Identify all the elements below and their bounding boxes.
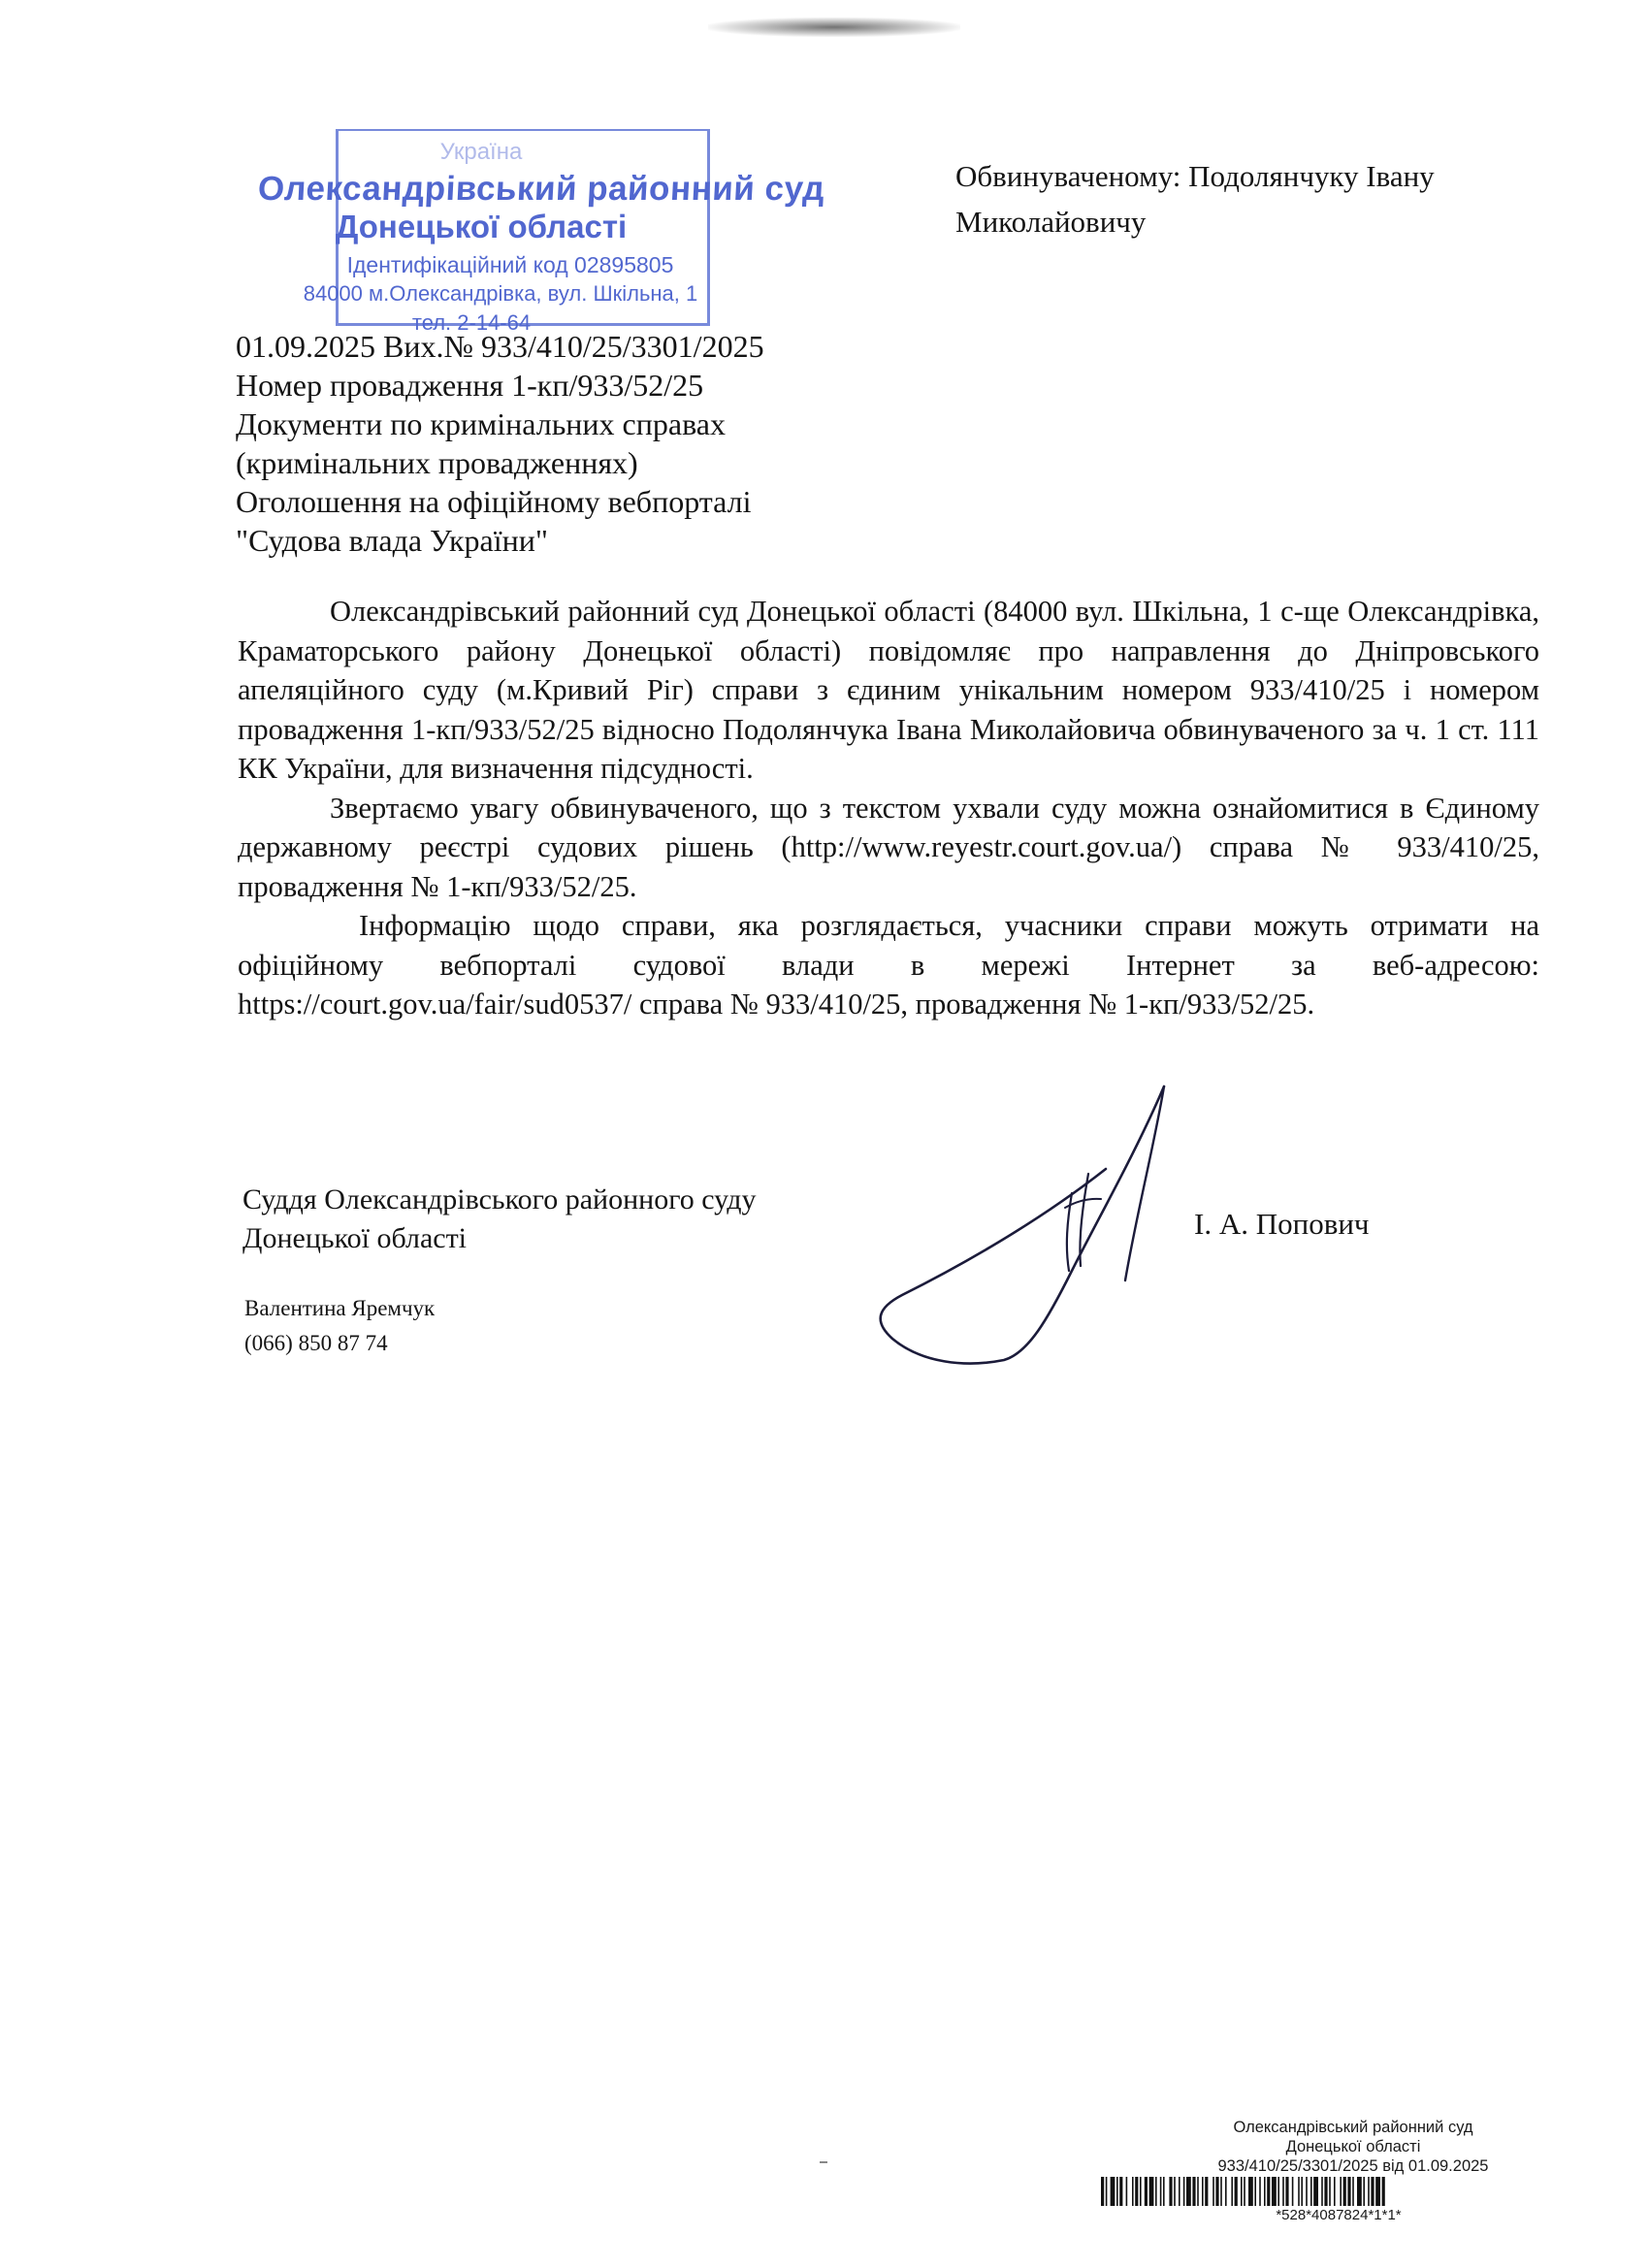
barcode-bar [1197,2177,1199,2206]
barcode-bar [1277,2177,1279,2206]
paragraph-2: Звертаємо увагу обвинуваченого, що з текстом ухвали суду можна ознайомитися в Єдиному державному реєстрі судових рішень (http://www.reyestr.court.gov.ua/) справа № 933/410/25, провадження № 1-кп/933/52/25. [238,791,1539,903]
barcode [1101,2177,1518,2206]
barcode-bar [1310,2177,1312,2206]
stamp-region: Донецької області [335,209,628,244]
barcode-bar [1371,2177,1374,2206]
scan-artifact [708,17,960,37]
registration-number: 933/410/25/3301/2025 від 01.09.2025 [1217,2157,1489,2175]
stamp-court-name: Олександрівський районний суд [257,170,826,208]
proceeding-number: Номер провадження 1-кп/933/52/25 [236,368,704,403]
stamp-country: Україна [439,139,523,165]
barcode-bar [1324,2177,1327,2206]
barcode-bar [1368,2177,1370,2206]
barcode-bar [1264,2177,1266,2206]
barcode-bar [1106,2177,1108,2206]
barcode-bar [1244,2177,1245,2206]
paragraph-1: Олександрівський районний суд Донецької області (84000 вул. Шкільна, 1 с-ще Олександрівка, Краматорського району Донецької області) повідомляє про направлення до Дніпровського апеляційного суду (м.Кривий Ріг) справи з єдиним унікальним номером 933/410/25 і номером провадження 1-кп/933/52/25 відносно Подолянчука Івана Миколайовича обвинуваченого за ч. 1 ст. 111 КК України, для визначення підсудності. [238,595,1539,785]
barcode-bar [1101,2177,1104,2206]
barcode-bar [1126,2177,1128,2206]
barcode-bar [1267,2177,1270,2206]
judge-title-line-2: Донецької області [242,1222,468,1254]
barcode-bar [1334,2177,1336,2206]
judge-name: І. А. Попович [1194,1207,1370,1241]
barcode-bar [1329,2177,1331,2206]
barcode-bar [1282,2177,1284,2206]
document-header [236,327,915,560]
category-line-2: (кримінальних провадженнях) [236,445,638,480]
notice-body [238,592,1539,1024]
registration-block [1086,2118,1620,2176]
barcode-bar [1160,2177,1162,2206]
executor [244,1291,435,1361]
stamp-phone: тел. 2-14-64 [411,310,532,335]
barcode-bar [1235,2177,1238,2206]
judge-title [242,1181,757,1258]
barcode-bar [1135,2177,1138,2206]
registration-court: Олександрівський районний суд [1233,2119,1473,2136]
addressee-line-2: Миколайовичу [955,205,1147,239]
barcode-text: *528*4087824*1*1* [1276,2207,1402,2223]
judge-title-line-1: Суддя Олександрівського районного суду [242,1183,757,1215]
barcode-bar [1301,2177,1303,2206]
barcode-bar [1321,2177,1323,2206]
barcode-bar [1111,2177,1116,2206]
stamp-id-code: Ідентифікаційний код 02895805 [346,252,674,277]
barcode-bar [1241,2177,1243,2206]
barcode-bar [1340,2177,1342,2206]
registration-region: Донецької області [1285,2138,1421,2155]
barcode-bar [1292,2177,1294,2206]
addressee [955,153,1557,244]
barcode-bar [1352,2177,1354,2206]
barcode-bar [1259,2177,1261,2206]
barcode-bar [1205,2177,1208,2206]
barcode-bar [1192,2177,1195,2206]
barcode-bar [1272,2177,1277,2206]
barcode-bar [1140,2177,1142,2206]
barcode-bar [1248,2177,1253,2206]
barcode-bar [1163,2177,1165,2206]
barcode-bar [1254,2177,1256,2206]
outgoing-number: 01.09.2025 Вих.№ 933/410/25/3301/2025 [236,329,764,364]
executor-phone: (066) 850 87 74 [244,1331,388,1355]
barcode-bar [1298,2177,1300,2206]
barcode-bar [1179,2177,1180,2206]
barcode-bar [1285,2177,1288,2206]
barcode-bar [1149,2177,1154,2206]
barcode-bar [1363,2177,1365,2206]
addressee-line-1: Обвинуваченому: Подолянчуку Івану [955,159,1435,193]
executor-name: Валентина Яремчук [244,1296,436,1320]
barcode-bar [1186,2177,1191,2206]
barcode-bar [1183,2177,1185,2206]
barcode-bar [1347,2177,1350,2206]
category-line-1: Документи по кримінальних справах [236,406,726,441]
barcode-bar [1225,2177,1227,2206]
category-line-3: Оголошення на офіційному вебпорталі [236,484,752,519]
barcode-bar [1169,2177,1172,2206]
barcode-bar [1215,2177,1218,2206]
barcode-bar [1357,2177,1362,2206]
category-line-4: "Судова влада України" [236,523,548,558]
scan-mark [820,2161,827,2163]
handwritten-signature [873,1077,1183,1368]
barcode-bar [1375,2177,1380,2206]
barcode-bar [1306,2177,1308,2206]
barcode-bar [1132,2177,1134,2206]
court-stamp [257,121,826,335]
barcode-bar [1155,2177,1157,2206]
barcode-bar [1313,2177,1318,2206]
stamp-address: 84000 м.Олександрівка, вул. Шкільна, 1 [303,281,698,306]
barcode-bar [1343,2177,1346,2206]
barcode-bar [1119,2177,1122,2206]
barcode-bar [1231,2177,1233,2206]
barcode-bar [1220,2177,1222,2206]
barcode-bar [1202,2177,1204,2206]
paragraph-3: Інформацію щодо справи, яка розглядається, учасники справи можуть отримати на офіційному вебпорталі судової влади в мережі Інтернет за веб-адресою: https://court.gov.ua/fair/sud0537/ справа № 933/410/25, провадження № 1-кп/933/52/25. [238,909,1539,1021]
barcode-bar [1382,2177,1385,2206]
barcode-bar [1212,2177,1214,2206]
barcode-bar [1145,2177,1148,2206]
barcode-bar [1174,2177,1176,2206]
barcode-bar [1116,2177,1118,2206]
